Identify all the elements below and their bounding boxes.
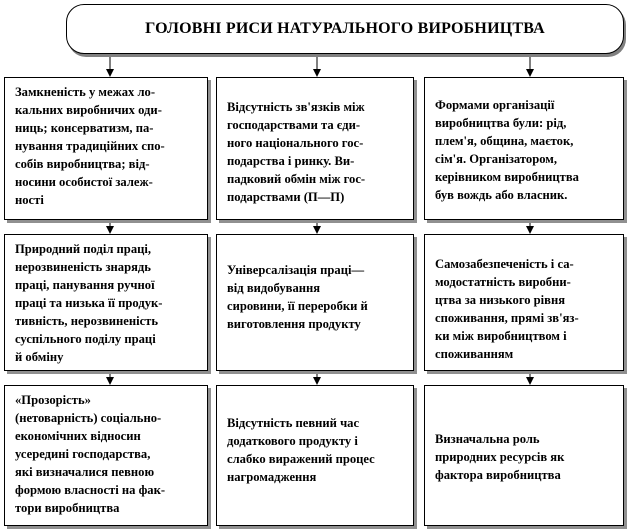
col1-row2-box: Природний поділ праці, нерозвиненість знарядь праці, панування ручної праці та низька її продук- тивність, нерозвиненість суспільного поділу праці й обміну bbox=[4, 234, 208, 371]
diagram-title: ГОЛОВНІ РИСИ НАТУРАЛЬНОГО ВИРОБНИЦТВА bbox=[66, 4, 624, 54]
col3-row1-box: Формами організації виробництва були: рід, плем'я, община, маєток, сім'я. Організатором, керівником виробництва був вождь або власник. bbox=[424, 77, 624, 220]
col2-row3-box: Відсутність певний час додаткового продукту і слабко виражений процес нагромадження bbox=[216, 385, 414, 526]
col3-row2-box: Самозабезпеченість і са- модостатність виробни- цтва за низького рівня споживання, прямі зв'яз- ки між виробництвом і споживанням bbox=[424, 234, 624, 371]
col1-row3-box: «Прозорість» (нетоварність) соціально- економічних відносин усередині господарства, які визначалися певною формою власності на фак- тори виробництва bbox=[4, 385, 208, 526]
col2-row2-box: Універсалізація праці— від видобування сировини, її переробки й виготовлення продукту bbox=[216, 234, 414, 371]
col1-row1-box: Замкненість у межах ло- кальних виробничих оди- ниць; консерватизм, па- нування традиційних спо- собів виробництва; від- носини особистої залеж- ності bbox=[4, 77, 208, 220]
col2-row1-box: Відсутність зв'язків між господарствами та єди- ного національного гос- подарства і ринку. Ви- падковий обмін між гос- подарствами (П—П) bbox=[216, 77, 414, 220]
col3-row3-box: Визначальна роль природних ресурсів як фактора виробництва bbox=[424, 385, 624, 526]
